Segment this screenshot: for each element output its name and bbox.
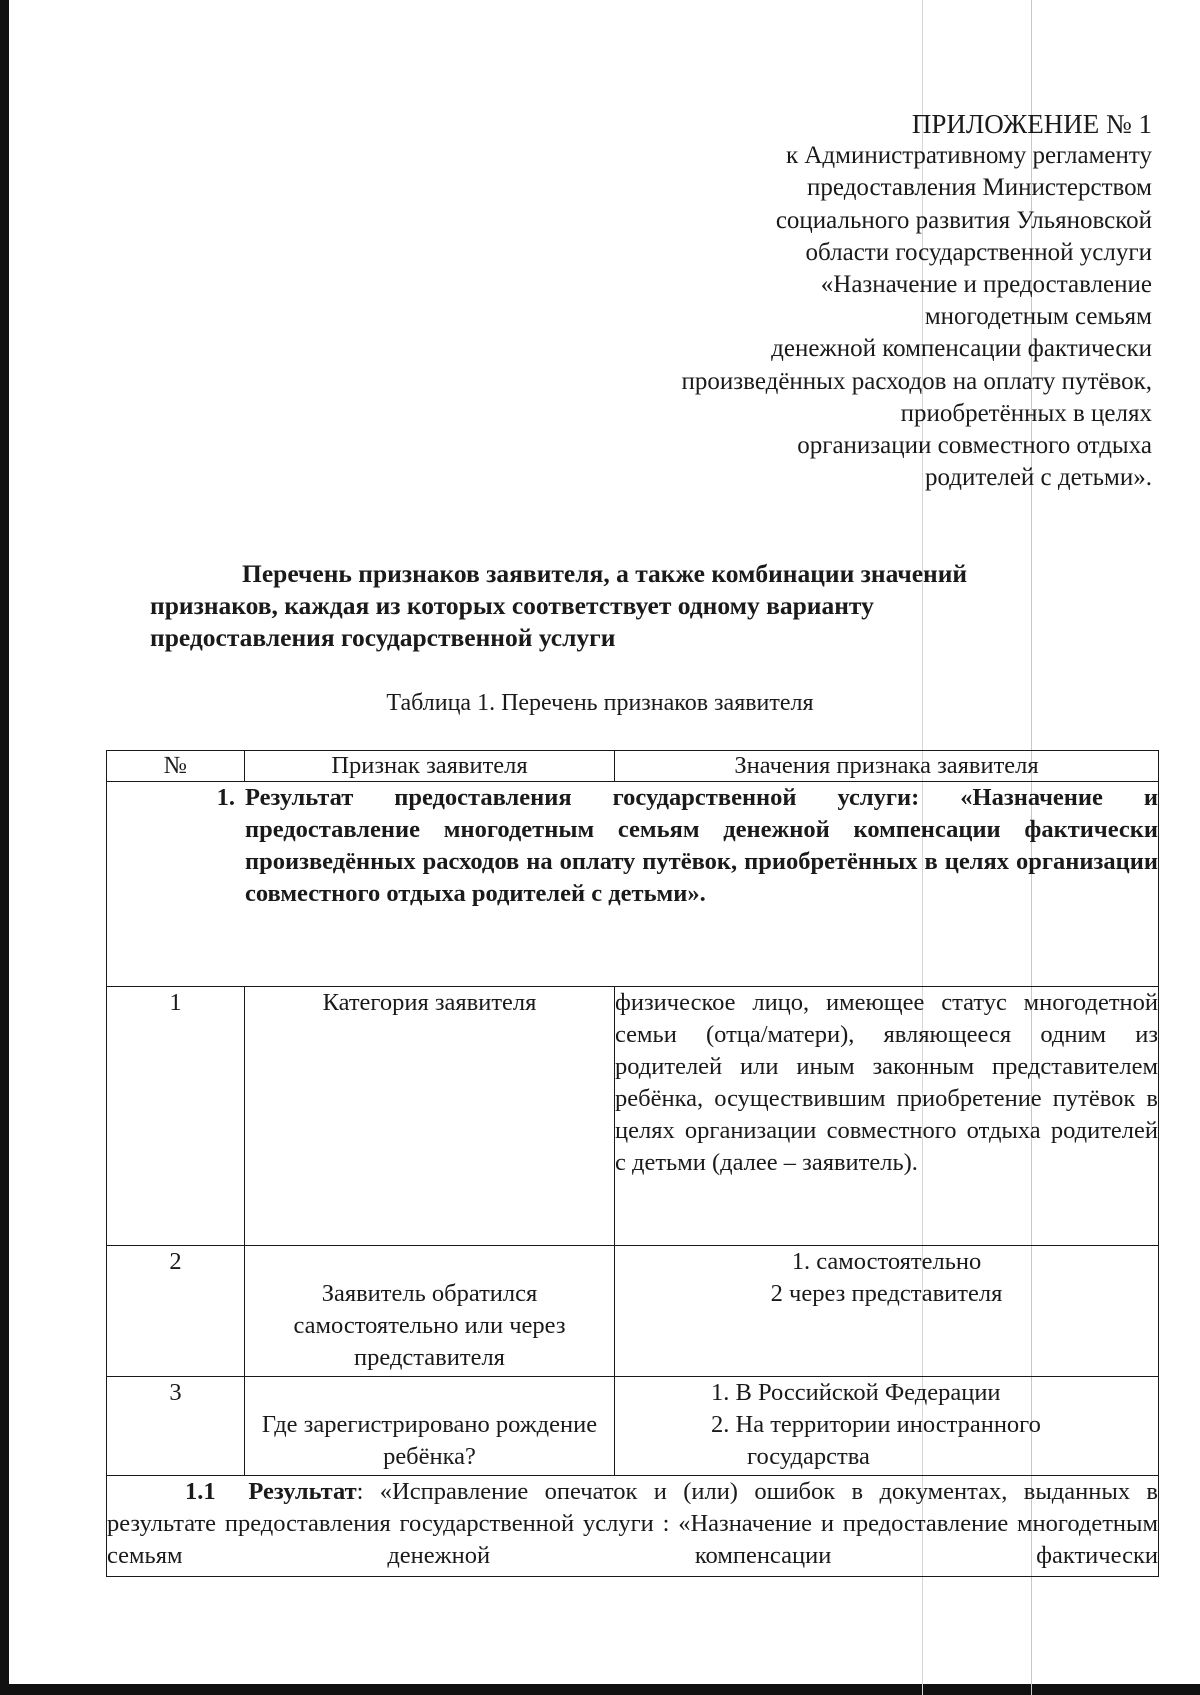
value-item: 1. самостоятельно — [791, 1248, 982, 1275]
row-sign — [245, 1246, 615, 1377]
result-text: Результат предоставления государственной услуги: «Назначение и предоставление многодетным семьям денежной компенсации фактически произведённых расходов на оплату путёвок, приобретённых в целях организации совместного отдыха родителей с детьми». — [245, 784, 1158, 907]
appendix-line: «Назначение и предоставление — [820, 271, 1152, 299]
result-cell — [107, 782, 1159, 987]
result-1-1-paragraph — [107, 1476, 1158, 1572]
value-item: государства — [747, 1443, 870, 1470]
value-item: 2. На территории иностранного — [711, 1411, 1041, 1438]
row-values — [615, 1377, 1159, 1476]
table-caption: Таблица 1. Перечень признаков заявителя — [386, 690, 814, 716]
row-sign-text: Где зарегистрировано рождение ребёнка? — [261, 1411, 598, 1470]
appendix-line: многодетным семьям — [924, 303, 1152, 331]
result-1-1-text: : «Исправление опечаток и (или) ошибок в документах, выданных в результате предоставления государственной услуги : «Назначение и предоставление многодетным семьям денежной компенсации фактически — [107, 1478, 1159, 1569]
result-1-1-cell — [107, 1476, 1159, 1577]
appendix-line: произведённых расходов на оплату путёвок, — [681, 367, 1152, 395]
value-item: 2 через представителя — [770, 1280, 1003, 1307]
header-values: Значения признака заявителя — [615, 751, 1159, 782]
document-title — [150, 558, 1070, 654]
row-values — [615, 1246, 1159, 1377]
appendix-line: денежной компенсации фактически — [771, 335, 1152, 363]
result-1-1-row — [107, 1476, 1159, 1577]
header-sign-label: Признак заявителя — [331, 752, 528, 779]
result-row — [107, 782, 1159, 987]
result-1-1-label: Результат — [248, 1478, 357, 1505]
table-header-row — [107, 751, 1159, 782]
appendix-line: организации совместного отдыха — [797, 432, 1152, 460]
table-row — [107, 1377, 1159, 1476]
result-number: 1. — [216, 784, 235, 811]
appendix-line: предоставления Министерством — [807, 174, 1152, 202]
row-sign — [245, 1377, 615, 1476]
appendix-line: к Административному регламенту — [785, 142, 1152, 170]
appendix-header — [512, 108, 1152, 494]
row-sign: Категория заявителя — [245, 987, 615, 1246]
applicant-signs-table — [106, 750, 1159, 1577]
appendix-line: ПРИЛОЖЕНИЕ № 1 — [911, 109, 1152, 139]
row-number: 1 — [107, 987, 245, 1246]
scan-edge-bottom — [0, 1684, 1200, 1695]
value-item: 1. В Российской Федерации — [711, 1379, 1001, 1406]
appendix-line: социального развития Ульяновской — [775, 206, 1152, 234]
header-number: № — [107, 751, 245, 782]
title-line: предоставления государственной услуги — [150, 623, 616, 652]
scan-edge-left — [0, 0, 9, 1695]
title-line: признаков, каждая из которых соответствует одному варианту — [150, 591, 874, 620]
row-value: физическое лицо, имеющее статус многодетной семьи (отца/матери), являющееся одним из родителей или иным законным представителем ребёнка, осуществившим приобретение путёвок в целях организации совместного отдыха родителей с детьми (далее – заявитель). — [615, 987, 1159, 1246]
row-number: 2 — [107, 1246, 245, 1377]
table-row — [107, 1246, 1159, 1377]
result-1-1-number: 1.1 — [185, 1478, 216, 1505]
appendix-line: приобретённых в целях — [900, 399, 1152, 427]
row-number: 3 — [107, 1377, 245, 1476]
header-sign — [245, 751, 615, 782]
appendix-line: родителей с детьми». — [924, 464, 1152, 492]
title-line: Перечень признаков заявителя, а также комбинации значений — [242, 559, 968, 588]
row-sign-text: Заявитель обратился самостоятельно или через представителя — [293, 1280, 566, 1371]
appendix-line: области государственной услуги — [805, 238, 1152, 266]
value-list — [615, 1377, 1158, 1473]
table-row — [107, 987, 1159, 1246]
